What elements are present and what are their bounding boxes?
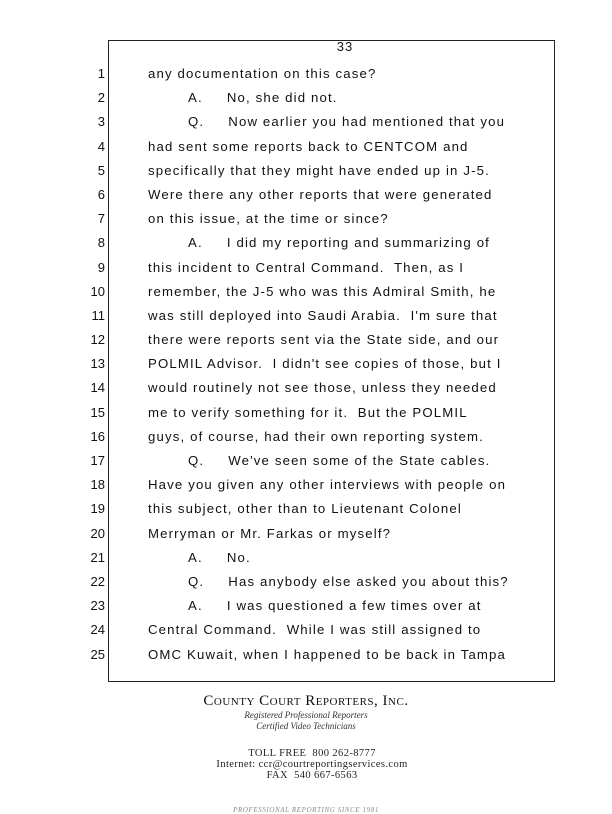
line-text: Merryman or Mr. Farkas or myself? [148,525,392,541]
line-text: would routinely not see those, unless they needed [148,380,497,396]
line-text: Central Command. While I was still assigned to [148,622,482,638]
line-text: Have you given any other interviews with people on [148,477,507,493]
transcript-line [80,328,550,352]
line-number: 19 [90,501,105,517]
transcript-line [80,110,550,134]
transcript-line [80,594,550,618]
page-number: 33 [336,39,354,54]
line-number: 6 [97,186,105,202]
transcript-line [80,183,550,207]
line-text: this incident to Central Command. Then, as I [148,259,465,275]
line-text: me to verify something for it. But the POLMIL [148,404,468,420]
line-number: 13 [90,356,105,372]
transcript-line [80,159,550,183]
line-text: this subject, other than to Lieutenant Colonel [148,501,462,517]
line-number: 21 [90,549,105,565]
transcript-line [80,256,550,280]
line-number: 1 [97,66,105,81]
transcript-line [80,62,550,86]
line-text: Q. Now earlier you had mentioned that you [188,114,506,130]
transcript-lines [80,62,550,667]
transcript-line [80,86,550,110]
line-number: 11 [91,307,105,323]
line-text: on this issue, at the time or since? [148,211,389,227]
line-number: 15 [90,404,105,420]
transcript-line [80,497,550,521]
transcript-line [80,135,550,159]
toll-free-number: TOLL FREE 800 262-8777 [248,748,376,759]
transcript-line [80,352,550,376]
transcript-line [80,425,550,449]
line-text: Q. We've seen some of the State cables. [188,453,491,468]
line-number: 8 [97,235,105,251]
line-number: 7 [97,211,105,227]
line-text: A. I did my reporting and summarizing of [188,235,490,251]
line-text: A. No. [188,549,251,565]
line-number: 14 [90,380,105,396]
line-number: 18 [90,477,105,493]
line-number: 16 [90,428,105,444]
line-number: 22 [90,573,105,589]
transcript-line [80,376,550,400]
line-number: 20 [90,525,105,541]
line-text: any documentation on this case? [148,66,377,81]
line-number: 4 [97,138,105,154]
tagline-reporters: Registered Professional Reporters [244,710,368,720]
line-number: 24 [90,622,105,638]
line-text: Q. Has anybody else asked you about this? [188,573,509,589]
line-number: 3 [97,114,105,130]
transcript-line [80,449,550,473]
line-text: was still deployed into Saudi Arabia. I'm sure that [148,307,498,323]
internet-email: Internet: ccr@courtreportingservices.com [216,759,408,770]
line-number: 9 [97,259,105,275]
footer [0,690,612,814]
line-text: there were reports sent via the State side, and our [148,332,500,348]
transcript-line [80,643,550,667]
line-text: remember, the J-5 who was this Admiral Smith, he [148,283,497,299]
footer-note: PROFESSIONAL REPORTING SINCE 1981 [233,806,379,814]
line-text: A. I was questioned a few times over at [188,598,482,614]
contact-line [0,737,612,792]
transcript-line [80,473,550,497]
line-number: 12 [90,332,105,348]
transcript-line [80,618,550,642]
transcript-line [80,546,550,570]
transcript-line [80,280,550,304]
transcript-line [80,401,550,425]
line-number: 5 [97,162,105,178]
line-text: OMC Kuwait, when I happened to be back in Tampa [148,646,507,662]
transcript-line [80,231,550,255]
line-number: 17 [90,453,105,468]
transcript-line [80,522,550,546]
line-text: Were there any other reports that were generated [148,186,493,202]
line-text: POLMIL Advisor. I didn't see copies of those, but I [148,356,502,372]
transcript-line [80,207,550,231]
line-text: specifically that they might have ended up in J-5. [148,162,490,178]
line-text: guys, of course, had their own reporting system. [148,428,484,444]
transcript-line [80,570,550,594]
line-number: 25 [90,646,105,662]
line-number: 2 [97,90,105,106]
line-number: 10 [90,283,105,299]
transcript-line [80,304,550,328]
line-text: A. No, she did not. [188,90,338,106]
line-number: 23 [90,598,105,614]
line-text: had sent some reports back to CENTCOM and [148,138,469,154]
tagline-video: Certified Video Technicians [256,721,356,731]
company-name: County Court Reporters, Inc. [203,693,409,709]
fax-number: FAX 540 667-6563 [266,770,358,781]
